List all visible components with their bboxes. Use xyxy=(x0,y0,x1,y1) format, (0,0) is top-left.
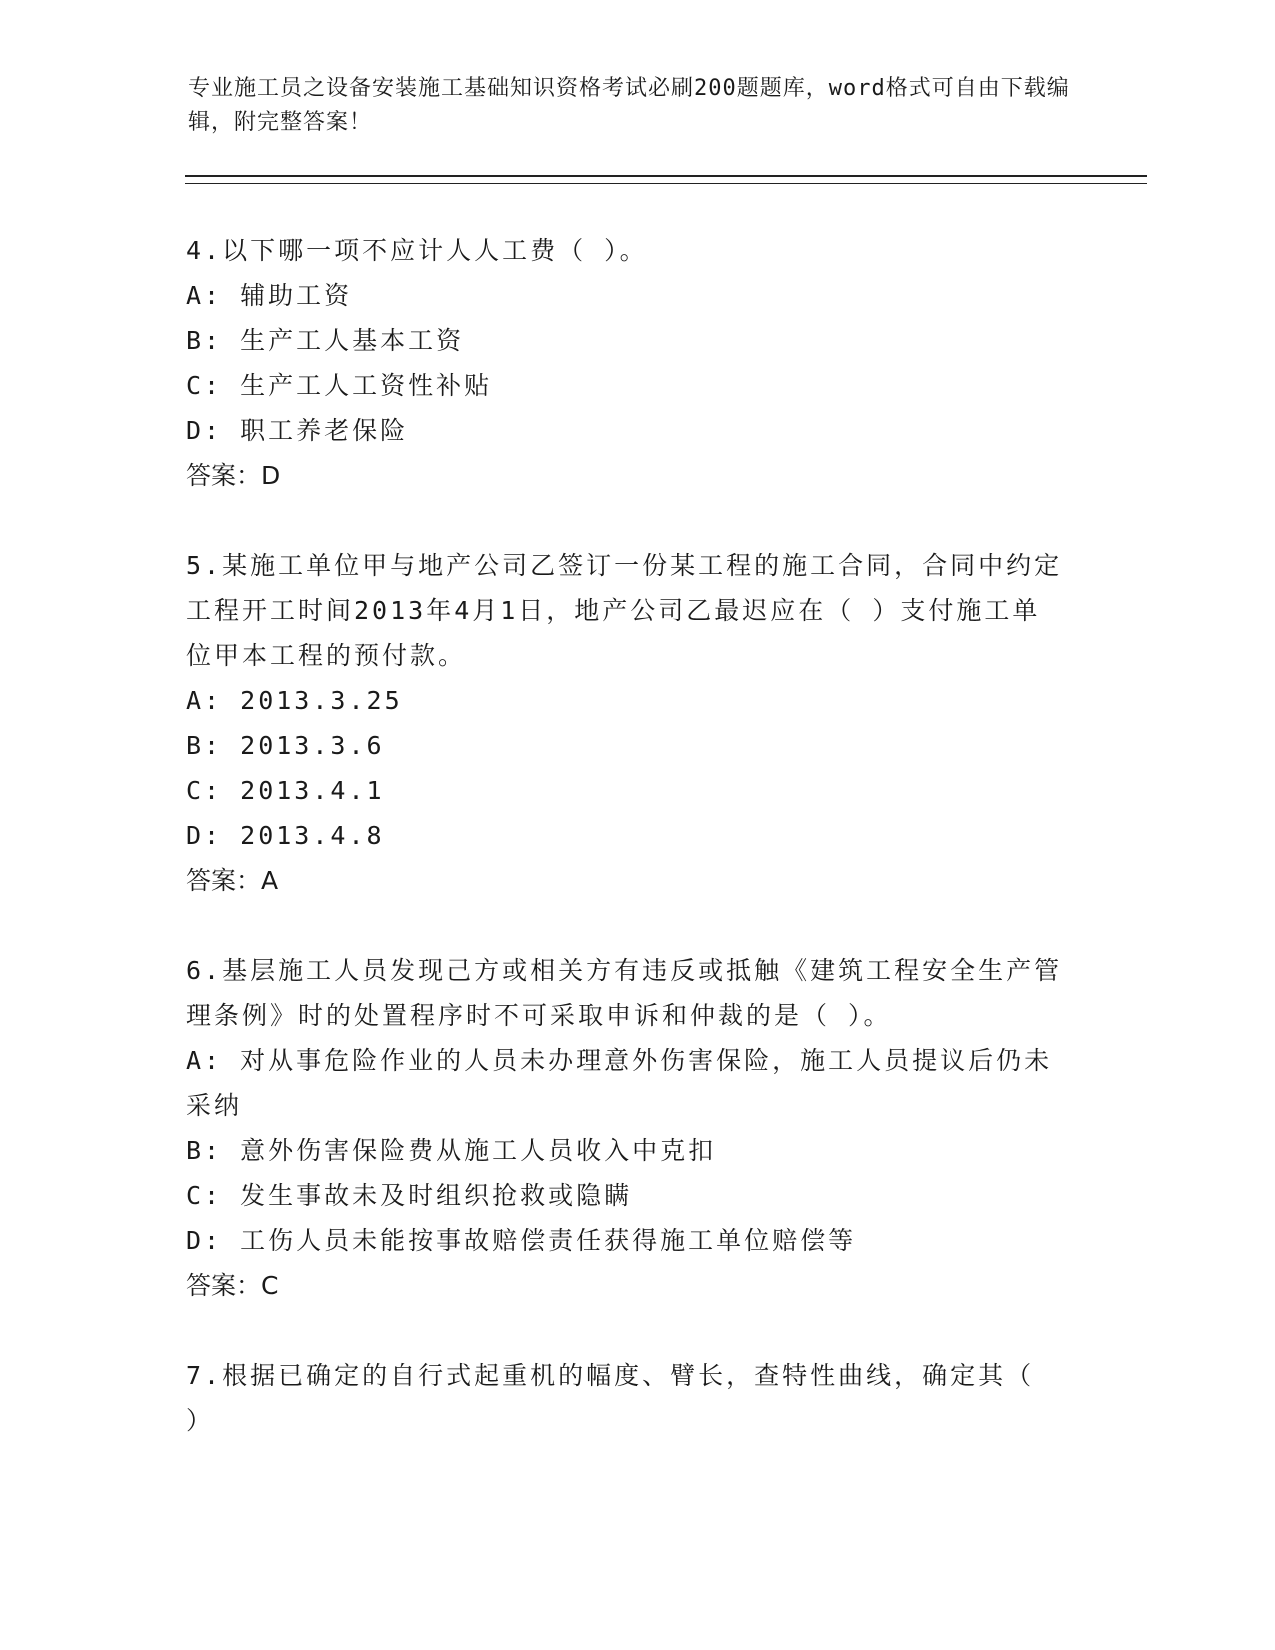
option-b: B: 生产工人基本工资 xyxy=(186,326,465,355)
option-b: B: 意外伤害保险费从施工人员收入中克扣 xyxy=(186,1136,717,1165)
question-stem: 5.某施工单位甲与地产公司乙签订一份某工程的施工合同，合同中约定工程开工时间2013年4月1日，地产公司乙最迟应在（ ）支付施工单位甲本工程的预付款。 xyxy=(186,551,1063,670)
option-d: D: 2013.4.8 xyxy=(186,821,385,850)
option-b: B: 2013.3.6 xyxy=(186,731,385,760)
question-stem: 7.根据已确定的自行式起重机的幅度、臂长，查特性曲线，确定其（ ） xyxy=(186,1361,1035,1435)
question-4 xyxy=(186,228,1066,498)
option-c: C: 生产工人工资性补贴 xyxy=(186,371,493,400)
option-a: A: 2013.3.25 xyxy=(186,686,403,715)
option-a: A: 对从事危险作业的人员未办理意外伤害保险，施工人员提议后仍未采纳 xyxy=(186,1046,1053,1120)
question-6 xyxy=(186,948,1066,1308)
question-stem: 6.基层施工人员发现己方或相关方有违反或抵触《建筑工程安全生产管理条例》时的处置程序时不可采取申诉和仲裁的是（ ）。 xyxy=(186,956,1063,1030)
answer: 答案：A xyxy=(186,866,279,895)
question-5 xyxy=(186,543,1066,903)
document-header: 专业施工员之设备安装施工基础知识资格考试必刷200题题库，word格式可自由下载编辑，附完整答案！ xyxy=(188,76,1070,135)
answer: 答案：C xyxy=(186,1271,279,1300)
option-a: A: 辅助工资 xyxy=(186,281,353,310)
question-list xyxy=(186,228,1066,1443)
option-d: D: 工伤人员未能按事故赔偿责任获得施工单位赔偿等 xyxy=(186,1226,857,1255)
option-c: C: 发生事故未及时组织抢救或隐瞒 xyxy=(186,1181,633,1210)
header-divider xyxy=(185,175,1147,184)
answer: 答案：D xyxy=(186,461,281,490)
option-d: D: 职工养老保险 xyxy=(186,416,409,445)
question-7 xyxy=(186,1353,1066,1443)
option-c: C: 2013.4.1 xyxy=(186,776,385,805)
question-stem: 4.以下哪一项不应计人人工费（ ）。 xyxy=(186,236,648,265)
